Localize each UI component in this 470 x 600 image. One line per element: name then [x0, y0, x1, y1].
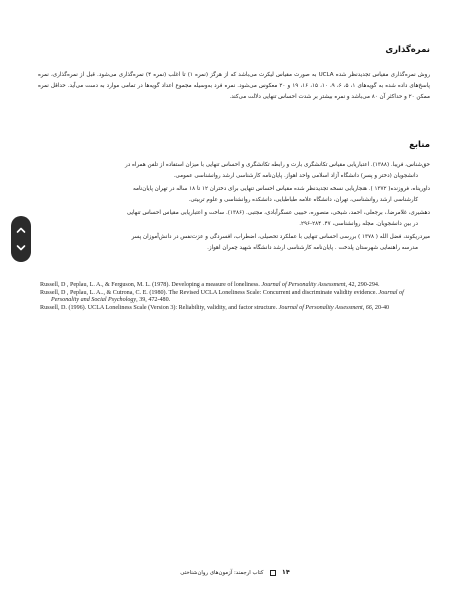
page-footer	[0, 568, 470, 576]
page-scroll-control	[11, 216, 31, 262]
scoring-paragraph: روش نمره‌گذاری مقیاس تجدیدنظر شده UCLA به صورت مقیاس لیکرت می‌باشد که از هرگز (نمره ۱) تا اغلب (نمره ۴) نمره‌گذاری می‌شود. قبل از نمره‌گذاری، نمره پاسخ‌های داده شده به گویه‌های ۱، ۵، ۶، ۹، ۱۰، ۱۵، ۱۶، ۱۹ و ۲۰ معکوس می‌شود. نمره فرد به‌وسیله مجموع اعداد گویه‌ها در تمامی موارد به دست می‌آید. حداقل نمره ممکن ۲۰ و حداکثر آن ۸۰ می‌باشد و نمره بیشتر بر شدت احساس تنهایی دلالت می‌کند.	[38, 72, 431, 100]
english-reference	[40, 305, 432, 313]
english-reference	[40, 282, 432, 290]
page-number: ۱۴	[281, 568, 290, 576]
english-reference	[40, 290, 432, 305]
reference-journal: Journal of Personality Assessment	[261, 282, 346, 288]
reference-line: میردریکوند، فضل الله ( ۱۳۷۸ ) بررسی احساس تنهایی با عملکرد تحصیلی، اضطراب، افسردگی و عزت‌نفس در دانش‌آموزان پسر	[131, 234, 430, 240]
reference-line: داوریناه، فروزنده( ۱۳۷۲ ). هنجاریابی نسخه تجدیدنظر شده مقیاس احساس تنهایی برای دختران ۱۲ تا ۱۸ ساله در تهران پایان‌نامه	[132, 186, 430, 192]
scoring-heading: نمره‌گذاری	[385, 45, 430, 55]
reference-line: دانشجویان (دختر و پسر) دانشگاه آزاد اسلامی واحد اهواز. پایان‌نامه کارشناسی ارشد روانشناسی عمومی.	[173, 173, 418, 179]
reference-line: دهشیری، غلامرضا.، برجعلی، احمد، شیخی، منصوره، حبیبی عسگرآبادی، مجتبی. (۱۳۸۶). ساخت و اعتباریابی مقیاس احساس تنهایی	[126, 210, 430, 216]
chevron-up-icon	[16, 226, 26, 234]
references-heading: منابع	[409, 140, 430, 150]
book-title: کتاب ارجمند: آزمون‌های روان‌شناختی	[180, 570, 264, 576]
reference-tail: , 42, 290-294.	[345, 282, 380, 288]
reference-tail: , 39, 472-480.	[136, 297, 171, 304]
reference-journal: Journal of Personality Assessment, 66	[278, 304, 372, 311]
persian-references	[38, 160, 430, 254]
scroll-up-button[interactable]	[14, 223, 28, 237]
chevron-down-icon	[16, 244, 26, 252]
square-icon	[270, 570, 276, 576]
reference-line: مدرسه راهنمایی شهرستان پلدخت . پایان‌نامه کارشناسی ارشد دانشگاه شهید چمران اهواز.	[207, 245, 418, 251]
scroll-down-button[interactable]	[14, 241, 28, 255]
reference-text: Russell, D , Peplau, L. A.., & Cutrona, C. E. (1980). The Revised UCLA Loneliness Scale: Concurrent and discriminate validity evidence.	[40, 289, 379, 296]
reference-journal: Journal of Personality and Social Psychology	[51, 289, 404, 304]
reference-text: Russell, D , Peplau, L. A., & Ferguson, M. L. (1978). Developing a measure of loneliness.	[40, 282, 262, 288]
reference-tail: , 20-40	[371, 304, 390, 311]
reference-line: حق‌شناس، فریبا. (۱۳۸۸). اعتباریابی مقیاس تکانشگری بارت و رابطه تکانشگری و احساس تنهایی با میزان استفاده از تلفن همراه در	[125, 162, 430, 168]
reference-text: Russell, D. (1996). UCLA Loneliness Scale (Version 3): Reliability, validity, and factor structure.	[40, 304, 279, 311]
reference-line: کارشناسی ارشد روانشناسی، تهران، دانشگاه علامه طباطبایی، دانشکده روانشناسی و علوم تربیتی.	[188, 197, 418, 203]
english-references	[40, 282, 432, 312]
reference-line: در بین دانشجویان. مجله روانشناسی، ۴۷. ۲۸۴-۲۹۶.	[299, 221, 418, 227]
